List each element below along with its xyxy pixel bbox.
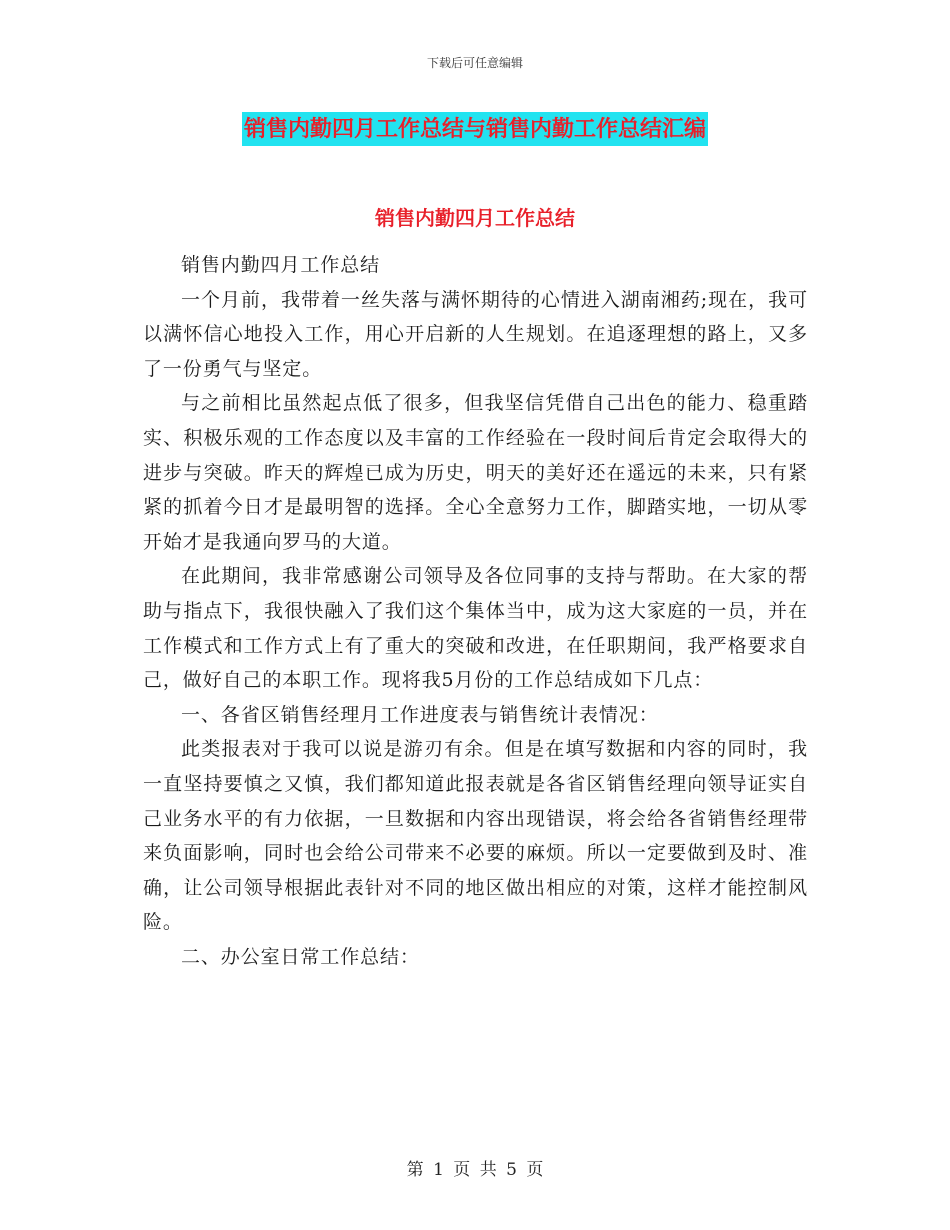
- main-title-container: [0, 112, 950, 146]
- section-title: 销售内勤四月工作总结: [375, 206, 575, 230]
- paragraph: 二、办公室日常工作总结：: [181, 945, 420, 968]
- paragraph: 与之前相比虽然起点低了很多，但我坚信凭借自己出色的能力、稳重踏实、积极乐观的工作态度以及丰富的工作经验在一段时间后肯定会取得大的进步与突破。昨天的辉煌已成为历史，明天的美好还在遥远的未来，只有紧紧的抓着今日才是最明智的选择。全心全意努力工作，脚踏实地，一切从零开始才是我通向罗马的大道。: [143, 392, 808, 553]
- paragraph: 销售内勤四月工作总结: [181, 254, 381, 276]
- main-title: 销售内勤四月工作总结与销售内勤工作总结汇编: [242, 112, 708, 146]
- paragraph: 一、各省区销售经理月工作进度表与销售统计表情况：: [181, 703, 659, 726]
- paragraph: 此类报表对于我可以说是游刃有余。但是在填写数据和内容的同时，我一直坚持要慎之又慎，我们都知道此报表就是各省区销售经理向领导证实自己业务水平的有力依据，一旦数据和内容出现错误，将会给各省销售经理带来负面影响，同时也会给公司带来不必要的麻烦。所以一定要做到及时、准确，让公司领导根据此表针对不同的地区做出相应的对策，这样才能控制风险。: [143, 738, 808, 934]
- paragraph: 在此期间，我非常感谢公司领导及各位同事的支持与帮助。在大家的帮助与指点下，我很快融入了我们这个集体当中，成为这大家庭的一员，并在工作模式和工作方式上有了重大的突破和改进，在任职期间，我严格要求自己，做好自己的本职工作。现将我5月份的工作总结成如下几点：: [143, 565, 808, 692]
- page-header-note: 下载后可任意编辑: [426, 56, 523, 70]
- document-body: [143, 248, 808, 974]
- page-number: 第 1 页 共 5 页: [406, 1160, 544, 1180]
- paragraph: 一个月前，我带着一丝失落与满怀期待的心情进入湖南湘药;现在，我可以满怀信心地投入工作，用心开启新的人生规划。在追逐理想的路上，又多了一份勇气与坚定。: [143, 288, 808, 380]
